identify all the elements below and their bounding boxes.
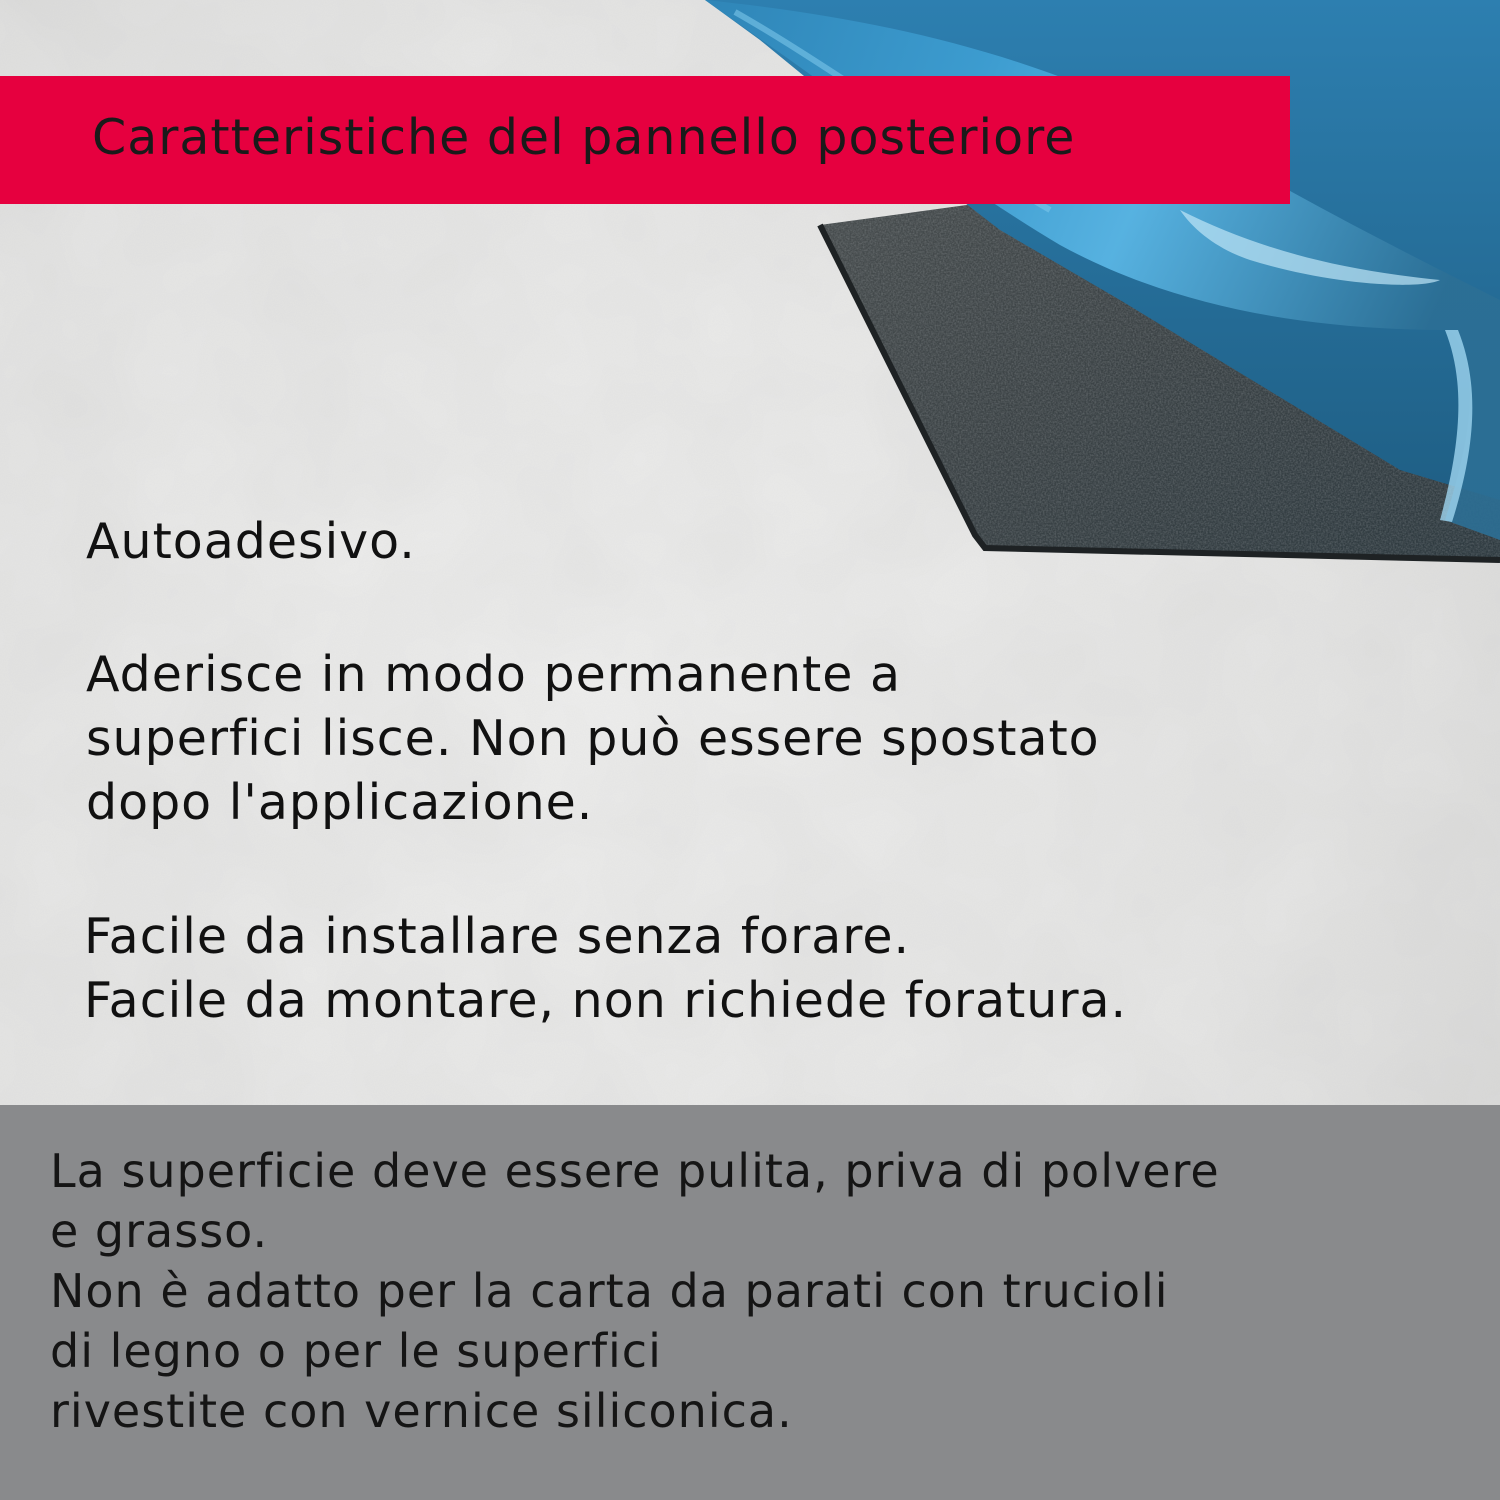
feature-adhesion <box>86 643 1100 835</box>
feature-installation-line: Facile da montare, non richiede foratura. <box>84 972 1128 1029</box>
feature-adhesion-line: superfici lisce. Non può essere spostato <box>86 710 1100 767</box>
title-banner <box>0 76 1290 204</box>
notice-line: di legno o per le superfici <box>50 1324 662 1378</box>
notice-line: rivestite con vernice siliconica. <box>50 1384 793 1438</box>
feature-self-adhesive: Autoadesivo. <box>86 513 416 570</box>
notice-line: Non è adatto per la carta da parati con trucioli <box>50 1264 1169 1318</box>
feature-installation <box>84 905 1127 1033</box>
feature-installation-line: Facile da installare senza forare. <box>84 908 911 965</box>
notice-line: e grasso. <box>50 1204 269 1258</box>
surface-requirements-box <box>0 1105 1500 1500</box>
surface-requirements-text <box>50 1141 1220 1441</box>
feature-adhesion-line: Aderisce in modo permanente a <box>86 646 901 703</box>
page-title: Caratteristiche del pannello posteriore <box>92 109 1076 166</box>
notice-line: La superficie deve essere pulita, priva di polvere <box>50 1144 1220 1198</box>
feature-adhesion-line: dopo l'applicazione. <box>86 774 594 831</box>
